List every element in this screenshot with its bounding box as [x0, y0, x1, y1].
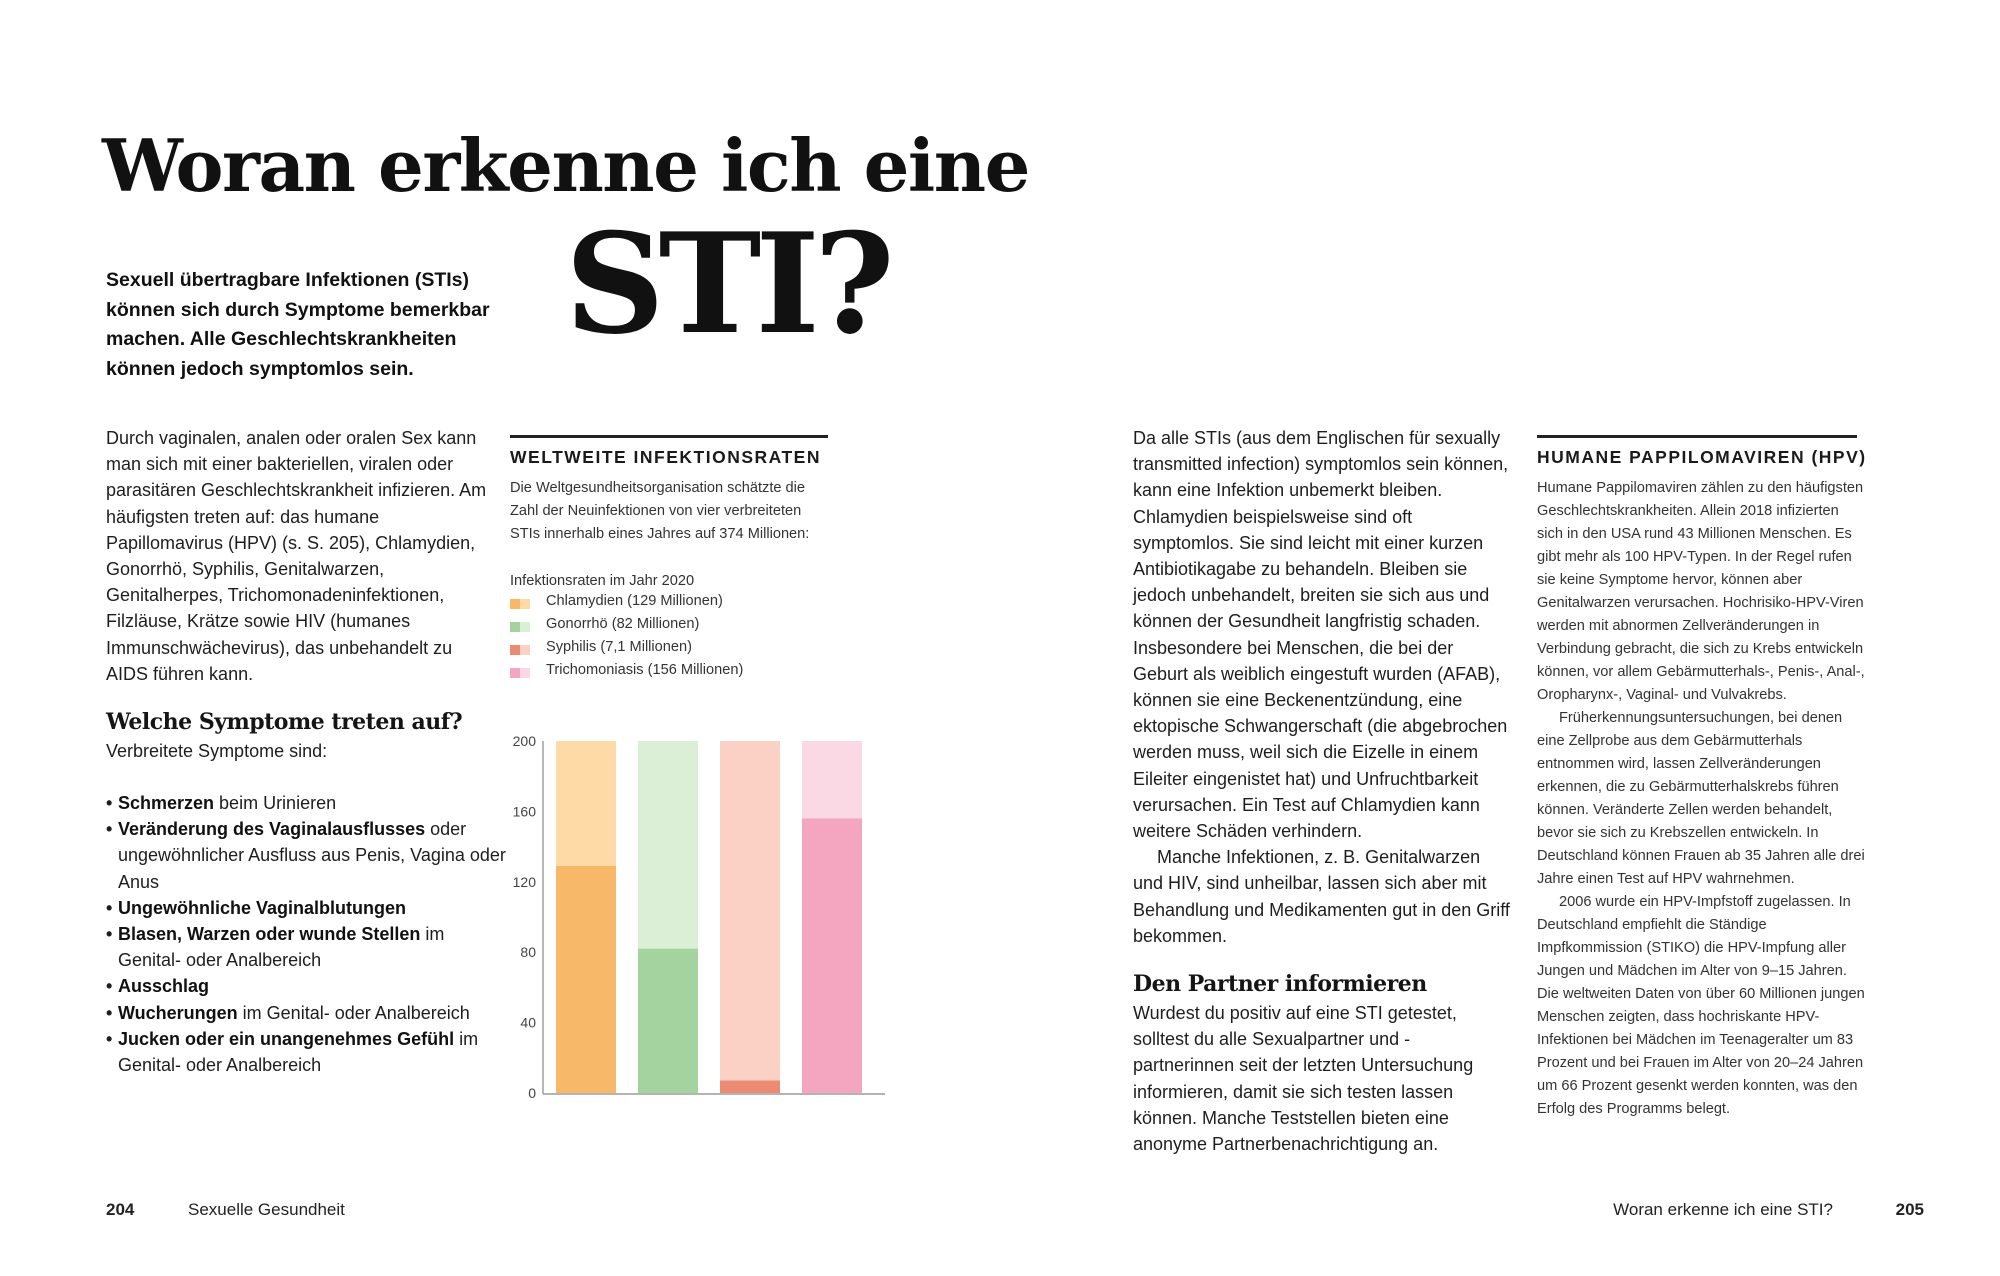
bullet: •: [106, 1028, 113, 1049]
symptoms-intro: Verbreitete Symptome sind:: [106, 741, 328, 761]
infobox-rule: [510, 435, 828, 438]
y-tick-label: 160: [512, 803, 536, 820]
list-item: [106, 790, 506, 816]
hpv-rule: [1537, 435, 1857, 438]
paragraph: Früherkennungsuntersuchungen, bei denen eine Zellprobe aus dem Gebärmutterhals entnommen wird, lassen Zellveränderungen erkennen, die zu Gebärmutterhalskrebs führen können. Veränderte Zellen werden behandelt, bevor sie sich zu Krebszellen entwickeln. In Deutschland können Frauen ab 35 Jahren alle drei Jahre einen Test auf HPV wahrnehmen.: [1537, 710, 1865, 887]
bullet: •: [106, 924, 113, 945]
legend-swatch-dark: [510, 645, 520, 655]
legend-swatch: [510, 645, 530, 655]
legend-swatch-light: [520, 645, 530, 655]
page-number: 205: [1895, 1200, 1924, 1219]
list-item: [106, 973, 506, 999]
legend-label: Gonorrhö (82 Millionen): [546, 616, 700, 632]
partner-text: Wurdest du positiv auf eine STI getestet, solltest du alle Sexualpartner und -partnerinnen seit der letzten Untersuchung informieren, damit sie sich testen lassen können. Manche Teststellen bieten eine anonyme Partnerbenachrichtigung an.: [1133, 1003, 1474, 1155]
symptom-rest: im Genital- oder Analbereich: [237, 1002, 470, 1023]
list-item: [106, 1026, 506, 1078]
lead-text: Sexuell übertragbare Infektionen (STIs) können sich durch Symptome bemerkbar machen. Alle Geschlechtskrankheiten können jedoch symptomlos sein.: [106, 269, 490, 380]
bar-trichomoniasis: [802, 818, 862, 1093]
legend-swatch-light: [520, 668, 530, 678]
legend-label: Chlamydien (129 Millionen): [546, 593, 723, 609]
footer-section-left: Sexuelle Gesundheit: [188, 1200, 345, 1219]
paragraph: Manche Infektionen, z. B. Genitalwarzen und HIV, sind unheilbar, lassen sich aber mit Behandlung und Medikamenten gut in den Griff bekommen.: [1133, 847, 1510, 946]
partner-heading: Den Partner informieren: [1133, 971, 1427, 997]
list-item: [106, 895, 506, 921]
bars: [556, 741, 862, 1093]
footer-page-number-right: [1896, 1200, 1924, 1220]
legend-swatch-dark: [510, 599, 520, 609]
symptom-bold: Blasen, Warzen oder wunde Stellen: [118, 924, 421, 945]
symptom-rest: oder ungewöhnlicher Ausfluss aus Penis, Vagina oder Anus: [118, 819, 506, 892]
y-tick-label: 40: [520, 1014, 536, 1031]
infobox-heading: WELTWEITE INFEKTIONSRATEN: [510, 447, 821, 467]
page-title: Woran erkenne ich eine: [102, 123, 1029, 208]
paragraph: Humane Pappilomaviren zählen zu den häufigsten Geschlechtskrankheiten. Allein 2018 infizierten sich in den USA rund 43 Millionen Menschen. Es gibt mehr als 100 HPV-Typen. In der Regel rufen sie keine Symptome hervor, können aber Genitalwarzen verursachen. Hochrisiko-HPV-Viren werden mit abnormen Zellveränderungen in Verbindung gebracht, die sich zu Krebs entwickeln können, vor allem Gebärmutterhals-, Penis-, Anal-, Oropharynx-, Vaginal- und Vulvakrebs.: [1537, 480, 1865, 703]
y-tick-label: 200: [512, 735, 536, 749]
infection-rate-chart: [500, 735, 890, 1105]
list-item: [106, 1000, 506, 1026]
legend-swatch-dark: [510, 622, 520, 632]
symptom-bold: Schmerzen: [118, 793, 215, 813]
intro-paragraph: Durch vaginalen, analen oder oralen Sex kann man sich mit einer bakteriellen, viralen oder parasitären Geschlechtskrankheit infizieren. Am häufigsten treten auf: das humane Papillomavirus (HPV) (s. S. 205), Chlamydien, Gonorrhö, Syphilis, Genitalwarzen, Genitalherpes, Trichomonadeninfektionen, Filzläuse, Krätze sowie HIV (humanes Immunschwächevirus), das unbehandelt zu AIDS führen kann.: [106, 428, 487, 684]
legend-swatch-light: [520, 599, 530, 609]
bullet: •: [106, 1002, 113, 1023]
bar-bg-syphilis: [720, 741, 780, 1093]
hpv-text: [1537, 477, 1867, 1121]
list-item: [106, 921, 506, 973]
symptom-bold: Veränderung des Vaginalausflusses: [118, 819, 426, 840]
column-right-text: [1133, 425, 1511, 949]
y-tick-labels: [513, 735, 537, 1101]
y-tick-label: 120: [512, 873, 536, 890]
legend-swatch: [510, 668, 530, 678]
symptom-rest: beim Urinieren: [214, 793, 337, 813]
y-tick-label: 80: [520, 944, 536, 961]
symptom-rest: im Genital- oder Analbereich: [118, 924, 445, 971]
symptoms-list: [106, 790, 506, 1078]
symptom-bold: Ausschlag: [118, 976, 210, 997]
y-tick-label: 0: [528, 1085, 536, 1101]
legend-swatch: [510, 622, 530, 632]
paragraph: Da alle STIs (aus dem Englischen für sexually transmitted infection) symptomlos sein können, kann eine Infektion unbemerkt bleiben. Chlamydien beispielsweise sind oft symptomlos. Sie sind leicht mit einer kurzen Antibiotikagabe zu behandeln. Bleiben sie jedoch unbehandelt, breiten sie sich aus und können der Gesundheit langfristig schaden. Insbesondere bei Menschen, die bei der Geburt als weiblich eingestuft wurden (AFAB), können sie eine Beckenentzündung, eine ektopische Schwangerschaft (die abgebrochen werden muss, weil sich die Eizelle in einem Eileiter eingenistet hat) und Unfruchtbarkeit verursachen. Ein Test auf Chlamydien kann weitere Schäden verhindern.: [1133, 428, 1509, 842]
bullet: •: [106, 793, 113, 813]
bullet: •: [106, 819, 113, 840]
bar-gonorrho: [638, 949, 698, 1093]
bullet: •: [106, 976, 113, 997]
symptom-rest: im Genital- oder Analbereich: [118, 1028, 479, 1076]
legend-swatch-light: [520, 622, 530, 632]
footer-page-number-left: [106, 1200, 134, 1220]
legend-swatch-dark: [510, 668, 520, 678]
list-item: [106, 816, 506, 895]
bar-chlamydien: [556, 866, 616, 1093]
legend-swatch: [510, 599, 530, 609]
legend-label: Syphilis (7,1 Millionen): [546, 639, 692, 655]
symptoms-heading: Welche Symptome treten auf?: [106, 709, 463, 735]
legend-title: Infektionsraten im Jahr 2020: [510, 573, 695, 589]
symptom-bold: Wucherungen: [118, 1002, 238, 1023]
bullet: •: [106, 897, 113, 918]
symptom-bold: Ungewöhnliche Vaginalblutungen: [118, 897, 407, 918]
legend-label: Trichomoniasis (156 Millionen): [546, 662, 744, 678]
page-number: 204: [106, 1200, 135, 1219]
footer-section-right: Woran erkenne ich eine STI?: [1613, 1200, 1833, 1219]
hpv-heading: HUMANE PAPPILOMAVIREN (HPV): [1537, 447, 1867, 467]
page-title-sti: STI?: [565, 202, 889, 365]
paragraph: 2006 wurde ein HPV-Impfstoff zugelassen. In Deutschland empfiehlt die Ständige Impfkommission (STIKO) die HPV-Impfung aller Jungen und Mädchen im Alter von 9–15 Jahren. Die weltweiten Daten von über 60 Millionen jungen Menschen zeigten, dass hochriskante HPV-Infektionen bei Mädchen im Teenageralter um 83 Prozent und bei Frauen im Alter von 20–24 Jahren um 66 Prozent gesenkt werden konnten, was den Erfolg des Programms belegt.: [1537, 894, 1865, 1117]
bar-syphilis: [720, 1081, 780, 1093]
infobox-text: Die Weltgesundheitsorganisation schätzte die Zahl der Neuinfektionen von vier verbreiteten STIs innerhalb eines Jahres auf 374 Millionen:: [510, 480, 810, 542]
symptom-bold: Jucken oder ein unangenehmes Gefühl: [118, 1028, 455, 1049]
